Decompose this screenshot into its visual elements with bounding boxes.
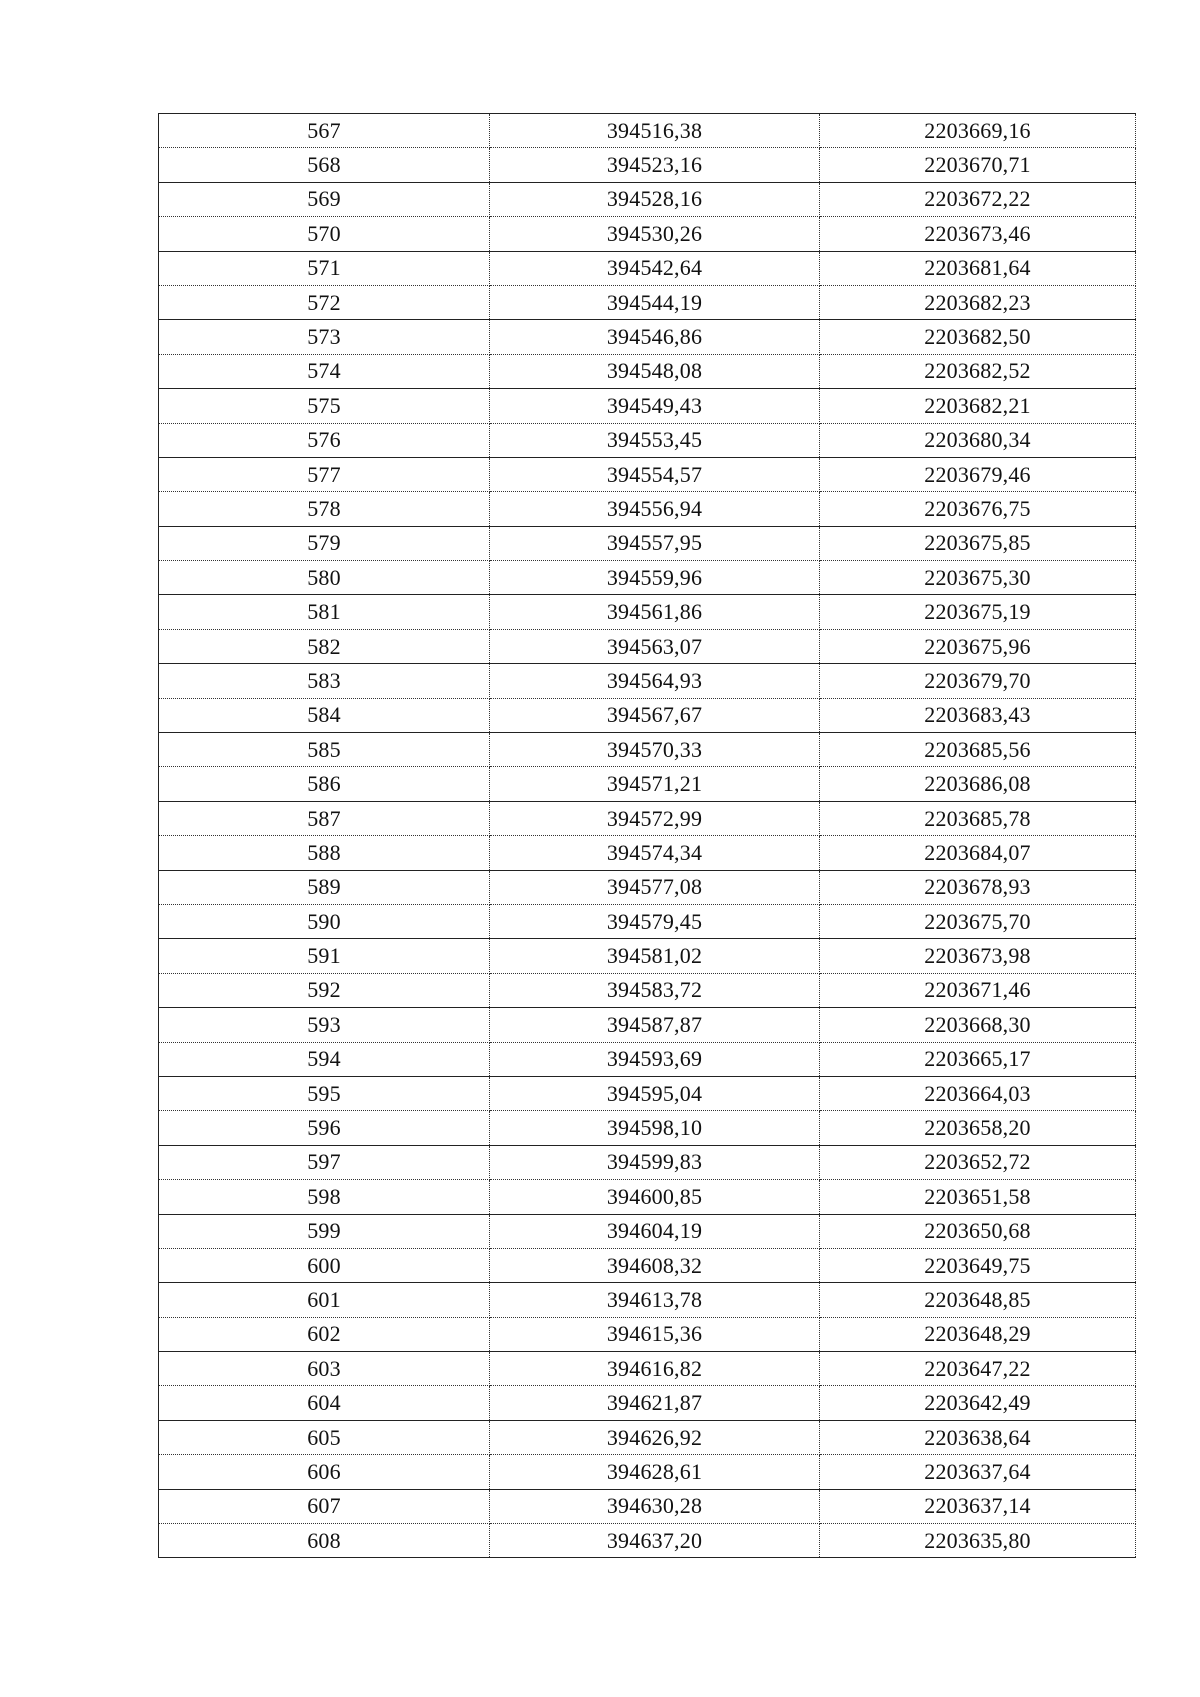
point-number-cell: 594 bbox=[159, 1042, 490, 1076]
table-row bbox=[159, 423, 1136, 457]
y-coordinate-cell: 2203664,03 bbox=[820, 1076, 1136, 1110]
point-number-cell: 577 bbox=[159, 457, 490, 491]
table-row bbox=[159, 1524, 1136, 1558]
table-row bbox=[159, 1076, 1136, 1110]
y-coordinate-cell: 2203682,21 bbox=[820, 389, 1136, 423]
point-number-cell: 578 bbox=[159, 492, 490, 526]
point-number-cell: 606 bbox=[159, 1455, 490, 1489]
x-coordinate-cell: 394621,87 bbox=[490, 1386, 820, 1420]
table-row bbox=[159, 526, 1136, 560]
point-number-cell: 569 bbox=[159, 182, 490, 216]
x-coordinate-cell: 394598,10 bbox=[490, 1111, 820, 1145]
table-row bbox=[159, 1214, 1136, 1248]
x-coordinate-cell: 394587,87 bbox=[490, 1008, 820, 1042]
y-coordinate-cell: 2203635,80 bbox=[820, 1524, 1136, 1558]
x-coordinate-cell: 394554,57 bbox=[490, 457, 820, 491]
table-row bbox=[159, 217, 1136, 251]
x-coordinate-cell: 394544,19 bbox=[490, 285, 820, 319]
table-row bbox=[159, 285, 1136, 319]
y-coordinate-cell: 2203682,50 bbox=[820, 320, 1136, 354]
y-coordinate-cell: 2203658,20 bbox=[820, 1111, 1136, 1145]
table-row bbox=[159, 1008, 1136, 1042]
y-coordinate-cell: 2203637,64 bbox=[820, 1455, 1136, 1489]
table-row bbox=[159, 1111, 1136, 1145]
point-number-cell: 585 bbox=[159, 733, 490, 767]
table-row bbox=[159, 904, 1136, 938]
table-row bbox=[159, 114, 1136, 148]
y-coordinate-cell: 2203676,75 bbox=[820, 492, 1136, 526]
y-coordinate-cell: 2203672,22 bbox=[820, 182, 1136, 216]
table-row bbox=[159, 973, 1136, 1007]
point-number-cell: 588 bbox=[159, 836, 490, 870]
table-row bbox=[159, 870, 1136, 904]
table-row bbox=[159, 389, 1136, 423]
point-number-cell: 567 bbox=[159, 114, 490, 148]
x-coordinate-cell: 394542,64 bbox=[490, 251, 820, 285]
x-coordinate-cell: 394628,61 bbox=[490, 1455, 820, 1489]
coordinates-table bbox=[158, 113, 1136, 1558]
y-coordinate-cell: 2203683,43 bbox=[820, 698, 1136, 732]
y-coordinate-cell: 2203682,23 bbox=[820, 285, 1136, 319]
table-row bbox=[159, 733, 1136, 767]
x-coordinate-cell: 394564,93 bbox=[490, 664, 820, 698]
x-coordinate-cell: 394561,86 bbox=[490, 595, 820, 629]
x-coordinate-cell: 394523,16 bbox=[490, 148, 820, 182]
point-number-cell: 580 bbox=[159, 561, 490, 595]
table-row bbox=[159, 492, 1136, 526]
point-number-cell: 590 bbox=[159, 904, 490, 938]
x-coordinate-cell: 394572,99 bbox=[490, 801, 820, 835]
point-number-cell: 570 bbox=[159, 217, 490, 251]
x-coordinate-cell: 394528,16 bbox=[490, 182, 820, 216]
point-number-cell: 571 bbox=[159, 251, 490, 285]
point-number-cell: 600 bbox=[159, 1248, 490, 1282]
x-coordinate-cell: 394615,36 bbox=[490, 1317, 820, 1351]
point-number-cell: 604 bbox=[159, 1386, 490, 1420]
x-coordinate-cell: 394557,95 bbox=[490, 526, 820, 560]
table-row bbox=[159, 1180, 1136, 1214]
x-coordinate-cell: 394583,72 bbox=[490, 973, 820, 1007]
y-coordinate-cell: 2203673,98 bbox=[820, 939, 1136, 973]
point-number-cell: 602 bbox=[159, 1317, 490, 1351]
table-row bbox=[159, 457, 1136, 491]
point-number-cell: 593 bbox=[159, 1008, 490, 1042]
point-number-cell: 601 bbox=[159, 1283, 490, 1317]
y-coordinate-cell: 2203675,19 bbox=[820, 595, 1136, 629]
table-row bbox=[159, 664, 1136, 698]
y-coordinate-cell: 2203648,29 bbox=[820, 1317, 1136, 1351]
table-row bbox=[159, 801, 1136, 835]
y-coordinate-cell: 2203638,64 bbox=[820, 1420, 1136, 1454]
y-coordinate-cell: 2203675,85 bbox=[820, 526, 1136, 560]
y-coordinate-cell: 2203649,75 bbox=[820, 1248, 1136, 1282]
y-coordinate-cell: 2203637,14 bbox=[820, 1489, 1136, 1523]
point-number-cell: 583 bbox=[159, 664, 490, 698]
x-coordinate-cell: 394548,08 bbox=[490, 354, 820, 388]
x-coordinate-cell: 394581,02 bbox=[490, 939, 820, 973]
table-row bbox=[159, 1352, 1136, 1386]
table-row bbox=[159, 767, 1136, 801]
point-number-cell: 582 bbox=[159, 629, 490, 663]
point-number-cell: 572 bbox=[159, 285, 490, 319]
point-number-cell: 605 bbox=[159, 1420, 490, 1454]
x-coordinate-cell: 394556,94 bbox=[490, 492, 820, 526]
point-number-cell: 603 bbox=[159, 1352, 490, 1386]
x-coordinate-cell: 394579,45 bbox=[490, 904, 820, 938]
table-row bbox=[159, 320, 1136, 354]
point-number-cell: 586 bbox=[159, 767, 490, 801]
y-coordinate-cell: 2203668,30 bbox=[820, 1008, 1136, 1042]
table-row bbox=[159, 1489, 1136, 1523]
x-coordinate-cell: 394608,32 bbox=[490, 1248, 820, 1282]
x-coordinate-cell: 394613,78 bbox=[490, 1283, 820, 1317]
table-row bbox=[159, 1386, 1136, 1420]
x-coordinate-cell: 394630,28 bbox=[490, 1489, 820, 1523]
x-coordinate-cell: 394571,21 bbox=[490, 767, 820, 801]
y-coordinate-cell: 2203652,72 bbox=[820, 1145, 1136, 1179]
y-coordinate-cell: 2203679,70 bbox=[820, 664, 1136, 698]
table-row bbox=[159, 1042, 1136, 1076]
x-coordinate-cell: 394600,85 bbox=[490, 1180, 820, 1214]
point-number-cell: 573 bbox=[159, 320, 490, 354]
table-row bbox=[159, 1455, 1136, 1489]
y-coordinate-cell: 2203669,16 bbox=[820, 114, 1136, 148]
point-number-cell: 587 bbox=[159, 801, 490, 835]
x-coordinate-cell: 394563,07 bbox=[490, 629, 820, 663]
y-coordinate-cell: 2203670,71 bbox=[820, 148, 1136, 182]
y-coordinate-cell: 2203684,07 bbox=[820, 836, 1136, 870]
x-coordinate-cell: 394616,82 bbox=[490, 1352, 820, 1386]
x-coordinate-cell: 394516,38 bbox=[490, 114, 820, 148]
table-row bbox=[159, 836, 1136, 870]
point-number-cell: 581 bbox=[159, 595, 490, 629]
table-row bbox=[159, 1145, 1136, 1179]
y-coordinate-cell: 2203680,34 bbox=[820, 423, 1136, 457]
point-number-cell: 597 bbox=[159, 1145, 490, 1179]
y-coordinate-cell: 2203671,46 bbox=[820, 973, 1136, 1007]
point-number-cell: 595 bbox=[159, 1076, 490, 1110]
point-number-cell: 584 bbox=[159, 698, 490, 732]
table-row bbox=[159, 1248, 1136, 1282]
table-row bbox=[159, 561, 1136, 595]
x-coordinate-cell: 394637,20 bbox=[490, 1524, 820, 1558]
x-coordinate-cell: 394530,26 bbox=[490, 217, 820, 251]
y-coordinate-cell: 2203675,30 bbox=[820, 561, 1136, 595]
y-coordinate-cell: 2203682,52 bbox=[820, 354, 1136, 388]
point-number-cell: 599 bbox=[159, 1214, 490, 1248]
table-row bbox=[159, 595, 1136, 629]
x-coordinate-cell: 394626,92 bbox=[490, 1420, 820, 1454]
y-coordinate-cell: 2203650,68 bbox=[820, 1214, 1136, 1248]
point-number-cell: 576 bbox=[159, 423, 490, 457]
point-number-cell: 607 bbox=[159, 1489, 490, 1523]
y-coordinate-cell: 2203648,85 bbox=[820, 1283, 1136, 1317]
x-coordinate-cell: 394574,34 bbox=[490, 836, 820, 870]
y-coordinate-cell: 2203679,46 bbox=[820, 457, 1136, 491]
y-coordinate-cell: 2203681,64 bbox=[820, 251, 1136, 285]
y-coordinate-cell: 2203665,17 bbox=[820, 1042, 1136, 1076]
table-row bbox=[159, 1317, 1136, 1351]
x-coordinate-cell: 394599,83 bbox=[490, 1145, 820, 1179]
x-coordinate-cell: 394559,96 bbox=[490, 561, 820, 595]
x-coordinate-cell: 394604,19 bbox=[490, 1214, 820, 1248]
point-number-cell: 574 bbox=[159, 354, 490, 388]
point-number-cell: 589 bbox=[159, 870, 490, 904]
x-coordinate-cell: 394593,69 bbox=[490, 1042, 820, 1076]
y-coordinate-cell: 2203642,49 bbox=[820, 1386, 1136, 1420]
y-coordinate-cell: 2203647,22 bbox=[820, 1352, 1136, 1386]
x-coordinate-cell: 394595,04 bbox=[490, 1076, 820, 1110]
table-row bbox=[159, 698, 1136, 732]
y-coordinate-cell: 2203678,93 bbox=[820, 870, 1136, 904]
point-number-cell: 591 bbox=[159, 939, 490, 973]
table-row bbox=[159, 939, 1136, 973]
x-coordinate-cell: 394570,33 bbox=[490, 733, 820, 767]
x-coordinate-cell: 394567,67 bbox=[490, 698, 820, 732]
point-number-cell: 596 bbox=[159, 1111, 490, 1145]
y-coordinate-cell: 2203675,70 bbox=[820, 904, 1136, 938]
x-coordinate-cell: 394577,08 bbox=[490, 870, 820, 904]
x-coordinate-cell: 394549,43 bbox=[490, 389, 820, 423]
y-coordinate-cell: 2203651,58 bbox=[820, 1180, 1136, 1214]
table-row bbox=[159, 182, 1136, 216]
point-number-cell: 592 bbox=[159, 973, 490, 1007]
table-row bbox=[159, 354, 1136, 388]
table-row bbox=[159, 148, 1136, 182]
table-row bbox=[159, 629, 1136, 663]
y-coordinate-cell: 2203685,78 bbox=[820, 801, 1136, 835]
y-coordinate-cell: 2203686,08 bbox=[820, 767, 1136, 801]
point-number-cell: 575 bbox=[159, 389, 490, 423]
point-number-cell: 579 bbox=[159, 526, 490, 560]
table-row bbox=[159, 1283, 1136, 1317]
y-coordinate-cell: 2203675,96 bbox=[820, 629, 1136, 663]
point-number-cell: 598 bbox=[159, 1180, 490, 1214]
y-coordinate-cell: 2203673,46 bbox=[820, 217, 1136, 251]
coordinates-table-body bbox=[159, 114, 1136, 1558]
x-coordinate-cell: 394546,86 bbox=[490, 320, 820, 354]
table-row bbox=[159, 1420, 1136, 1454]
y-coordinate-cell: 2203685,56 bbox=[820, 733, 1136, 767]
point-number-cell: 608 bbox=[159, 1524, 490, 1558]
x-coordinate-cell: 394553,45 bbox=[490, 423, 820, 457]
table-row bbox=[159, 251, 1136, 285]
point-number-cell: 568 bbox=[159, 148, 490, 182]
